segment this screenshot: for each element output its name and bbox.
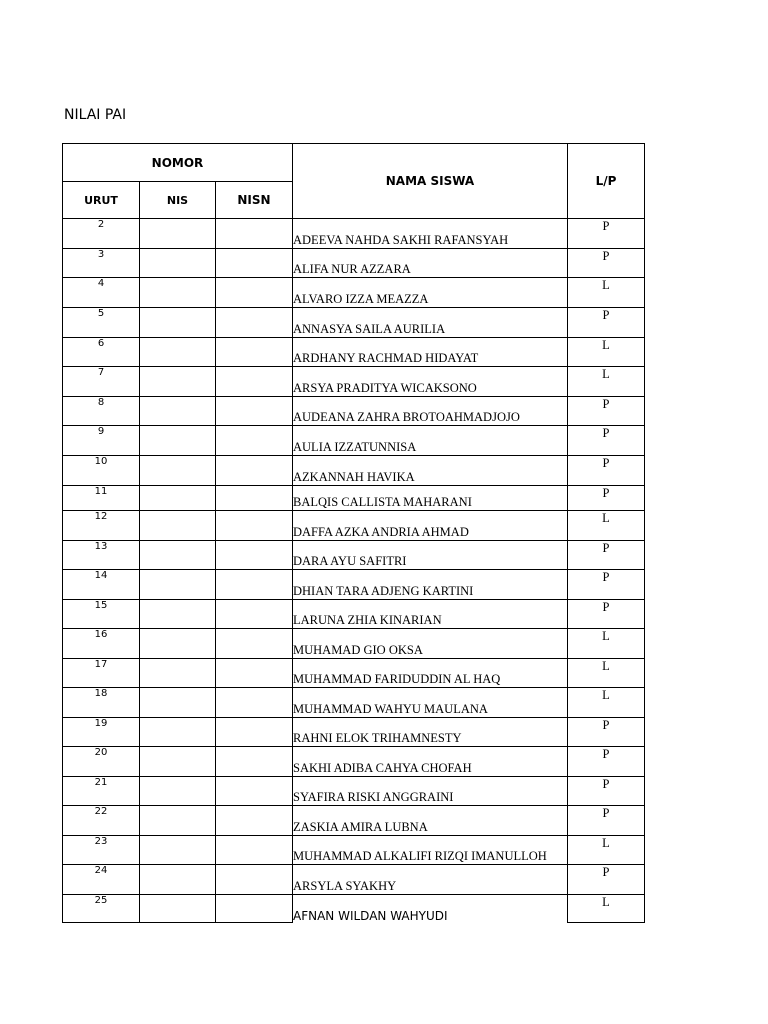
cell-urut: 20 — [63, 747, 140, 777]
cell-nisn — [216, 338, 293, 367]
cell-urut: 2 — [63, 219, 140, 249]
cell-nisn — [216, 688, 293, 718]
header-nomor: NOMOR — [63, 144, 293, 182]
cell-lp: P — [568, 426, 645, 456]
cell-nis — [140, 570, 216, 600]
table-row — [63, 456, 645, 486]
table-row — [63, 718, 645, 747]
cell-nama-siswa: AUDEANA ZAHRA BROTOAHMADJOJO — [293, 397, 568, 426]
cell-urut: 3 — [63, 249, 140, 278]
table-row — [63, 486, 645, 511]
cell-nisn — [216, 426, 293, 456]
cell-nama-siswa: RAHNI ELOK TRIHAMNESTY — [293, 718, 568, 747]
cell-nama-siswa: DHIAN TARA ADJENG KARTINI — [293, 570, 568, 600]
cell-nama-siswa: MUHAMMAD WAHYU MAULANA — [293, 688, 568, 718]
document-title: NILAI PAI — [64, 107, 127, 123]
cell-nisn — [216, 600, 293, 629]
cell-nama-siswa: LARUNA ZHIA KINARIAN — [293, 600, 568, 629]
cell-lp: P — [568, 570, 645, 600]
cell-lp: P — [568, 865, 645, 895]
cell-nama-siswa: BALQIS CALLISTA MAHARANI — [293, 486, 568, 511]
cell-nisn — [216, 747, 293, 777]
cell-lp: P — [568, 747, 645, 777]
cell-urut: 17 — [63, 659, 140, 688]
cell-urut: 25 — [63, 895, 140, 923]
cell-nis — [140, 367, 216, 397]
cell-nisn — [216, 219, 293, 249]
header-nisn: NISN — [216, 182, 293, 219]
cell-lp: P — [568, 486, 645, 511]
cell-urut: 19 — [63, 718, 140, 747]
table-row — [63, 308, 645, 338]
cell-nis — [140, 836, 216, 865]
cell-nama-siswa: AULIA IZZATUNNISA — [293, 426, 568, 456]
cell-nis — [140, 659, 216, 688]
cell-nis — [140, 397, 216, 426]
table-row — [63, 426, 645, 456]
cell-nis — [140, 219, 216, 249]
table-row — [63, 836, 645, 865]
cell-lp: P — [568, 249, 645, 278]
cell-lp: L — [568, 278, 645, 308]
cell-nis — [140, 511, 216, 541]
cell-lp: L — [568, 836, 645, 865]
table-body — [63, 219, 645, 923]
cell-nis — [140, 777, 216, 806]
cell-nis — [140, 747, 216, 777]
cell-nisn — [216, 836, 293, 865]
table-row — [63, 629, 645, 659]
cell-lp: P — [568, 456, 645, 486]
cell-lp: L — [568, 895, 645, 923]
table-row — [63, 806, 645, 836]
student-grade-table — [62, 143, 645, 923]
cell-lp: P — [568, 219, 645, 249]
cell-nisn — [216, 541, 293, 570]
cell-nisn — [216, 895, 293, 923]
cell-urut: 14 — [63, 570, 140, 600]
cell-urut: 8 — [63, 397, 140, 426]
cell-nisn — [216, 249, 293, 278]
cell-nisn — [216, 777, 293, 806]
cell-urut: 24 — [63, 865, 140, 895]
cell-nama-siswa: DARA AYU SAFITRI — [293, 541, 568, 570]
cell-nama-siswa: AZKANNAH HAVIKA — [293, 456, 568, 486]
cell-nama-siswa: DAFFA AZKA ANDRIA AHMAD — [293, 511, 568, 541]
cell-lp: L — [568, 688, 645, 718]
cell-nama-siswa: SAKHI ADIBA CAHYA CHOFAH — [293, 747, 568, 777]
cell-nisn — [216, 659, 293, 688]
header-nama-siswa: NAMA SISWA — [293, 144, 568, 219]
cell-lp: L — [568, 629, 645, 659]
cell-urut: 4 — [63, 278, 140, 308]
table-row — [63, 600, 645, 629]
cell-nisn — [216, 278, 293, 308]
cell-nis — [140, 426, 216, 456]
cell-nama-siswa: ALVARO IZZA MEAZZA — [293, 278, 568, 308]
cell-nis — [140, 629, 216, 659]
header-urut: URUT — [63, 182, 140, 219]
cell-urut: 5 — [63, 308, 140, 338]
cell-nis — [140, 541, 216, 570]
table-row — [63, 865, 645, 895]
cell-urut: 18 — [63, 688, 140, 718]
cell-urut: 21 — [63, 777, 140, 806]
cell-lp: L — [568, 367, 645, 397]
table-row — [63, 249, 645, 278]
cell-nama-siswa: ARSYA PRADITYA WICAKSONO — [293, 367, 568, 397]
cell-nama-siswa: ANNASYA SAILA AURILIA — [293, 308, 568, 338]
cell-nisn — [216, 718, 293, 747]
cell-lp: L — [568, 659, 645, 688]
cell-nisn — [216, 806, 293, 836]
table-row — [63, 397, 645, 426]
cell-nisn — [216, 367, 293, 397]
cell-lp: P — [568, 600, 645, 629]
cell-nama-siswa: MUHAMAD GIO OKSA — [293, 629, 568, 659]
table-row — [63, 278, 645, 308]
cell-lp: P — [568, 777, 645, 806]
cell-nisn — [216, 397, 293, 426]
cell-nama-siswa: ZASKIA AMIRA LUBNA — [293, 806, 568, 836]
cell-nis — [140, 308, 216, 338]
cell-nama-siswa: AFNAN WILDAN WAHYUDI — [293, 895, 568, 923]
cell-lp: L — [568, 338, 645, 367]
cell-nisn — [216, 456, 293, 486]
cell-nama-siswa: MUHAMMAD FARIDUDDIN AL HAQ — [293, 659, 568, 688]
cell-nis — [140, 456, 216, 486]
cell-nis — [140, 278, 216, 308]
cell-nis — [140, 338, 216, 367]
table-row — [63, 747, 645, 777]
cell-nama-siswa: ARDHANY RACHMAD HIDAYAT — [293, 338, 568, 367]
cell-nis — [140, 249, 216, 278]
cell-urut: 11 — [63, 486, 140, 511]
table-row — [63, 659, 645, 688]
cell-urut: 15 — [63, 600, 140, 629]
table-row — [63, 777, 645, 806]
header-nis: NIS — [140, 182, 216, 219]
cell-urut: 16 — [63, 629, 140, 659]
cell-nama-siswa: ADEEVA NAHDA SAKHI RAFANSYAH — [293, 219, 568, 249]
cell-nama-siswa: MUHAMMAD ALKALIFI RIZQI IMANULLOH — [293, 836, 568, 865]
cell-nis — [140, 688, 216, 718]
cell-nama-siswa: SYAFIRA RISKI ANGGRAINI — [293, 777, 568, 806]
cell-lp: P — [568, 718, 645, 747]
table-row — [63, 219, 645, 249]
table-row — [63, 570, 645, 600]
cell-nama-siswa: ALIFA NUR AZZARA — [293, 249, 568, 278]
cell-urut: 23 — [63, 836, 140, 865]
cell-lp: P — [568, 806, 645, 836]
cell-nis — [140, 806, 216, 836]
cell-lp: P — [568, 308, 645, 338]
table-row — [63, 541, 645, 570]
cell-urut: 9 — [63, 426, 140, 456]
cell-lp: L — [568, 511, 645, 541]
table-row — [63, 511, 645, 541]
cell-nisn — [216, 511, 293, 541]
cell-nisn — [216, 486, 293, 511]
cell-nis — [140, 895, 216, 923]
cell-nisn — [216, 308, 293, 338]
table-row — [63, 895, 645, 923]
table-row — [63, 367, 645, 397]
cell-nisn — [216, 865, 293, 895]
cell-nisn — [216, 629, 293, 659]
cell-urut: 12 — [63, 511, 140, 541]
cell-nis — [140, 718, 216, 747]
header-lp: L/P — [568, 144, 645, 219]
cell-lp: P — [568, 541, 645, 570]
cell-nis — [140, 600, 216, 629]
table-row — [63, 688, 645, 718]
cell-nis — [140, 486, 216, 511]
cell-urut: 22 — [63, 806, 140, 836]
cell-lp: P — [568, 397, 645, 426]
table-row — [63, 338, 645, 367]
cell-urut: 7 — [63, 367, 140, 397]
cell-nama-siswa: ARSYLA SYAKHY — [293, 865, 568, 895]
cell-nisn — [216, 570, 293, 600]
cell-urut: 6 — [63, 338, 140, 367]
cell-urut: 13 — [63, 541, 140, 570]
cell-urut: 10 — [63, 456, 140, 486]
cell-nis — [140, 865, 216, 895]
